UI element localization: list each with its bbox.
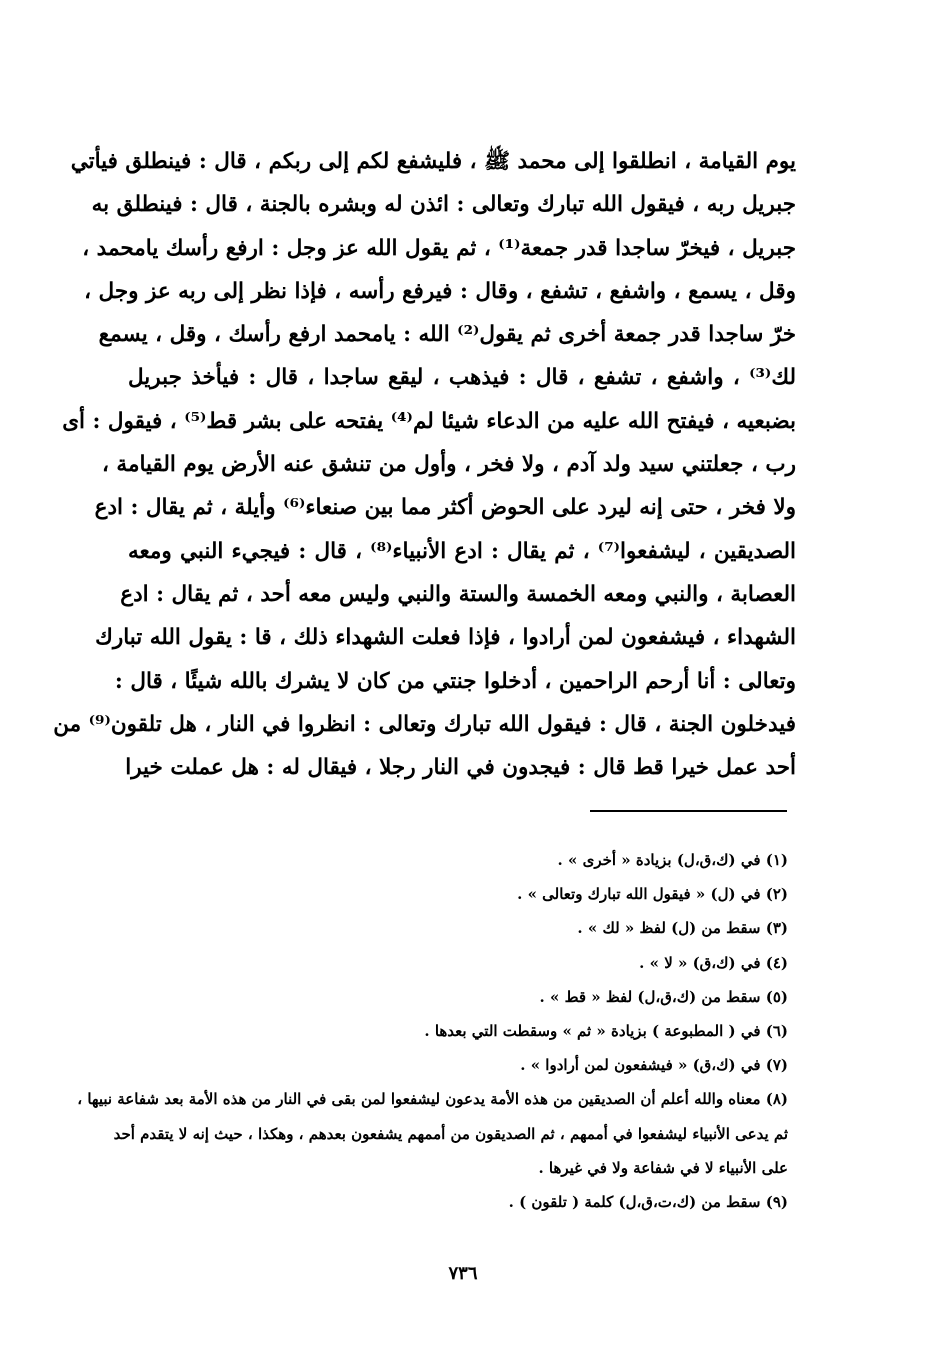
- footnote: (٧) في (ك،ق) « فيشفعون لمن أرادوا » .: [520, 1056, 788, 1075]
- footnote: (٩) سقط من (ك،ت،ق،ل) كلمة ( تلقون ) .: [508, 1192, 788, 1211]
- footnote: (٨) معناه والله أعلم أن الصديقين من هذه الأمة يدعون ليشفعوا لمن بقى في النار من هذه الأمة بعد شفاعة نبيها ،: [77, 1090, 788, 1109]
- footnote-continuation: ثم يدعى الأنبياء ليشفعوا في أممهم ، ثم الصديقون من أممهم يشفعون بعدهم ، وهكذا ، حيث إنه لا يتقدم أحد: [113, 1124, 788, 1143]
- text-line: لك⁽³⁾ ، واشفع ، تشفع ، قال : فيذهب ، ليقع ساجدا ، قال : فيأخذ جبريل: [128, 365, 796, 391]
- text-line: جبريل ربه ، فيقول الله تبارك وتعالى : ائذن له وبشره بالجنة ، قال : فينطلق به: [91, 192, 796, 218]
- footnote: (٥) سقط من (ك،ق،ل) لفظ « قط » .: [539, 987, 788, 1006]
- text-line: خرّ ساجدا قدر جمعة أخرى ثم يقول⁽²⁾ الله : يامحمد ارفع رأسك ، وقل ، يسمع: [98, 322, 796, 348]
- footnote-separator: [590, 810, 787, 812]
- text-line: رب ، جعلتني سيد ولد آدم ، ولا فخر ، وأول من تنشق عنه الأرض يوم القيامة ،: [102, 452, 796, 478]
- text-line: فيدخلون الجنة ، قال : فيقول الله تبارك وتعالى : انظروا في النار ، هل تلقون⁽⁹⁾ من: [53, 711, 796, 737]
- page-number: ٧٣٦: [448, 1263, 478, 1284]
- text-line: الشهداء ، فيشفعون لمن أرادوا ، فإذا فعلت الشهداء ذلك ، قا : يقول الله تبارك: [95, 625, 796, 651]
- text-line: وقل ، يسمع ، واشفع ، تشفع ، وقال : فيرفع رأسه ، فإذا نظر إلى ربه عز وجل ،: [84, 278, 796, 304]
- footnote: (٤) في (ك،ق) « لا » .: [639, 953, 788, 972]
- footnote: (٦) في ( المطبوعة ) بزيادة « ثم » وسقطت التي بعدها .: [424, 1021, 788, 1040]
- footnote: (٢) في (ل) « فيقول الله تبارك وتعالى » .: [517, 885, 788, 904]
- main-text-block: [53, 140, 797, 789]
- footnote: (١) في (ك،ق،ل) بزيادة « أخرى » .: [557, 851, 788, 869]
- text-line: جبريل ، فيخرّ ساجدا قدر جمعة⁽¹⁾ ، ثم يقول الله عز وجل : ارفع رأسك يامحمد ،: [82, 235, 796, 261]
- text-line: العصابة ، والنبي ومعه الخمسة والستة والنبي وليس معه أحد ، ثم يقال : ادع: [120, 581, 796, 607]
- text-line: أحد عمل خيرا قط قال : فيجدون في النار رجلا ، فيقال له : هل عملت خيرا: [125, 755, 796, 781]
- text-line: بضبعيه ، فيفتح الله عليه من الدعاء شيئا لم⁽⁴⁾ يفتحه على بشر قط⁽⁵⁾ ، فيقول : أى: [62, 408, 796, 434]
- text-line: ولا فخر ، حتى إنه ليرد على الحوض أكثر مما بين صنعاء⁽⁶⁾ وأيلة ، ثم يقال : ادع: [94, 495, 796, 521]
- footnote: (٣) سقط من (ل) لفظ « لك » .: [577, 919, 788, 938]
- text-line: يوم القيامة ، انطلقوا إلى محمد ﷺ ، فليشفع لكم إلى ربكم ، قال : فينطلق فيأتي: [70, 149, 796, 174]
- footnotes-block: [77, 843, 788, 1219]
- text-line: الصديقين ، ليشفعوا⁽⁷⁾ ، ثم يقال : ادع الأنبياء⁽⁸⁾ ، قال : فيجيء النبي ومعه: [128, 538, 797, 564]
- footnote-continuation: على الأنبياء لا في شفاعة ولا في غيرها .: [538, 1158, 788, 1177]
- text-line: وتعالى : أنا أرحم الراحمين ، أدخلوا جنتي من كان لا يشرك بالله شيئًا ، قال :: [114, 668, 796, 694]
